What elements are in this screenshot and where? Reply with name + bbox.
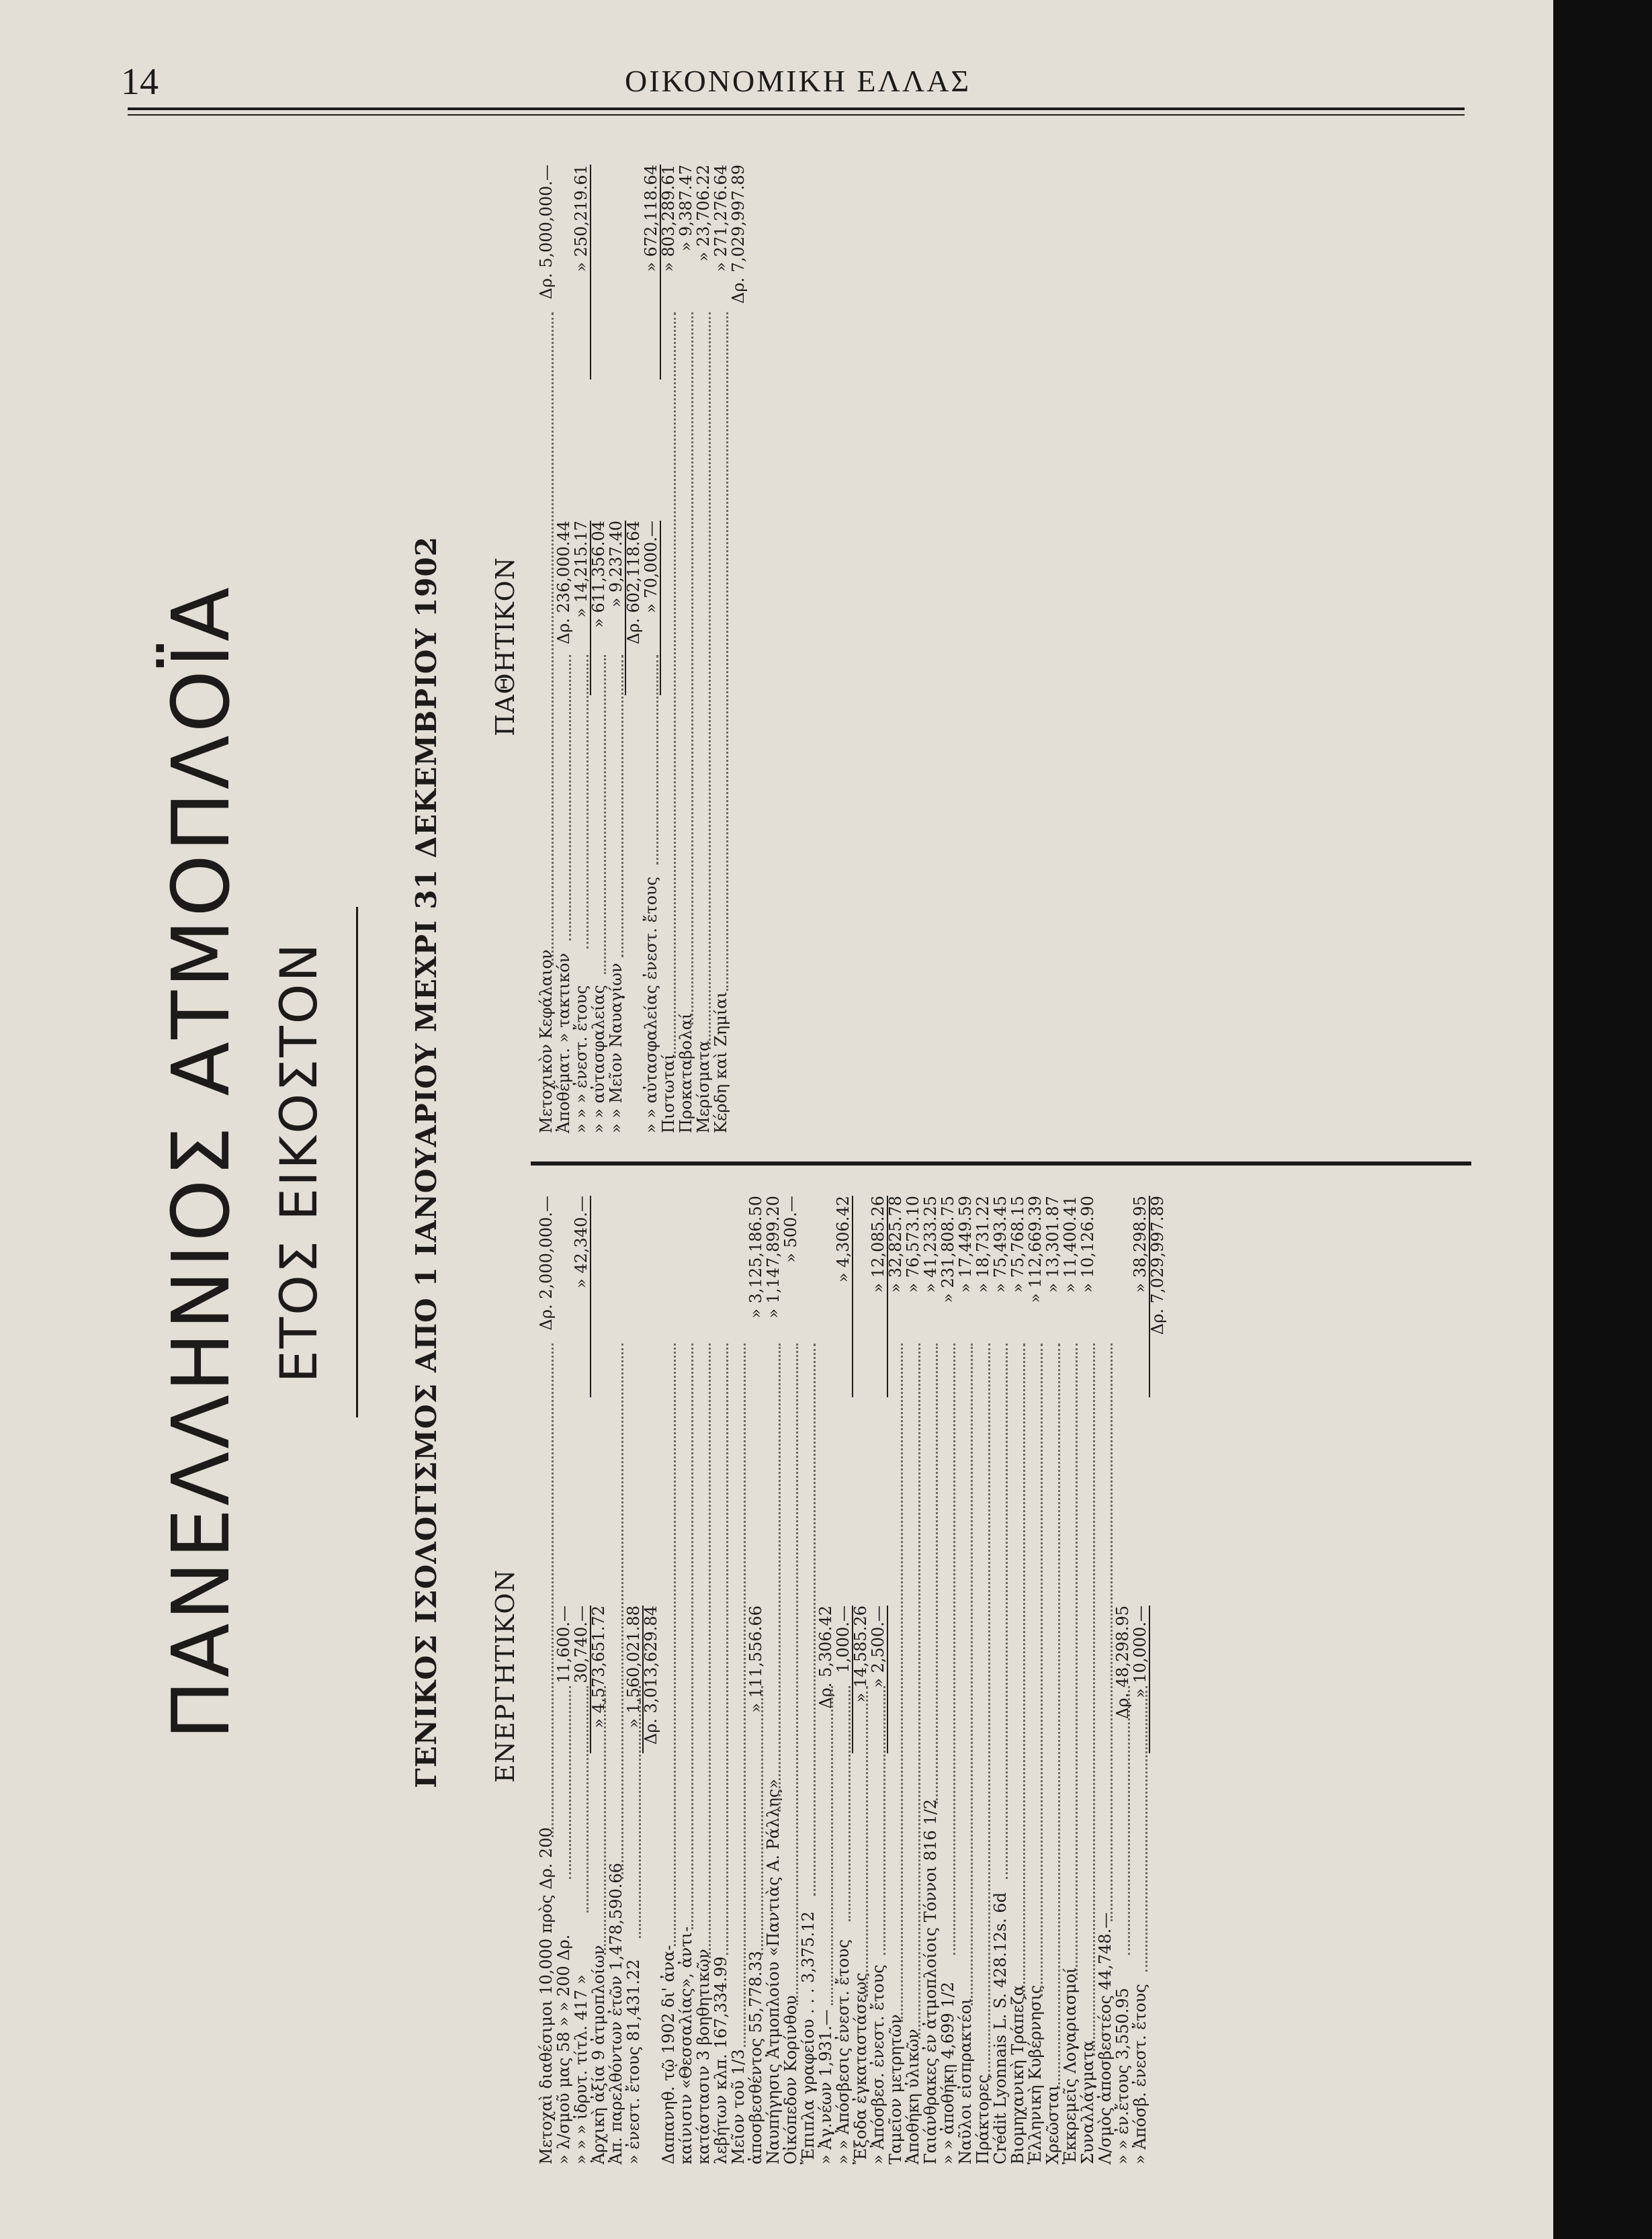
assets-row [992,1182,1009,2170]
assets-row [572,1182,590,2170]
assets-row-label: » » Ἀπόσβεσις ἐνεστ. ἔτους [834,1939,853,2164]
dot-leader [864,1686,868,1997]
assets-row [834,1182,852,2170]
liabilities-amount-c3: Δρ. 7,029,997.89 [729,165,748,304]
assets-amount-c3: » 10,126.90 [1078,1196,1097,1293]
liabilities-amount-c1: » 70,000.— [642,521,661,695]
assets-row [869,1182,887,2170]
liabilities-row [625,155,642,1139]
assets-row-label: Δαπανηθ. τῷ 1902 δι' ἀνα- [659,1945,678,2164]
assets-row-label: » » ἀποθήκῃ 4,699 1/2 [939,1982,957,2164]
assets-row-label: Γαιάνθρακες ἐν ἀτμοπλοίοις Τόννοι 816 1/2 [921,1799,940,2164]
assets-row-label: » Ἀπόσβεσ. ἐνεστ. ἔτους [869,1964,887,2164]
assets-amount-c3: Δρ. 7,029,997.89 [1148,1196,1167,1335]
liabilities-row-label: Πιστωταί [659,1053,678,1133]
dot-leader [637,1686,641,1938]
assets-row [782,1182,799,2170]
liabilities-amount-c3: » 250,219.61 [572,165,591,380]
liabilities-row-label: Ἀποθέματ. » τακτικόν [554,953,573,1133]
dot-leader [1039,1344,1043,1997]
liabilities-amount-c1: Δρ. 602,118.64 [624,521,643,645]
assets-amount-c3: » 42,340.— [572,1196,591,1397]
assets-row-label: Ταμεῖον μετρητῶν [886,2014,905,2164]
column-divider [531,1161,1471,1166]
assets-amount-c1: 11,600.— [554,1606,573,1683]
liabilities-table [537,155,747,1139]
assets-row [1096,1182,1114,2170]
assets-amount-c3: » 18,731.22 [973,1196,992,1293]
dot-leader [899,1344,903,2022]
assets-row [1149,1182,1166,2170]
assets-amount-c1: » 1,560,021.88 [625,1606,644,1753]
dot-leader [602,655,606,974]
assets-row-label: λεβήτων κλπ. 167,334.99 [711,1956,730,2164]
dot-leader [1091,1344,1095,2056]
assets-row [1044,1182,1061,2170]
page-number: 14 [121,61,159,103]
liabilities-row [537,155,555,1139]
assets-amount-c3: » 1,147,899.20 [764,1196,783,1319]
assets-row-label: » » » ἱδρυτ. τίτλ. 417 » [572,1974,591,2164]
liabilities-row [572,155,590,1139]
assets-row-label: Ἀπ. παρελθόντων ἐτῶν 1,478,590.66 [607,1863,625,2164]
dot-leader [550,1344,554,1837]
assets-row-label: » λ/σμοῦ μας 58 » » 200 Δρ. [554,1934,573,2164]
assets-row [1079,1182,1096,2170]
assets-table [537,1182,1166,2170]
assets-row-label: Ναυπήγησις Ἀτμοπλοίου «Παντιὰς Α. Ράλλης» [764,1779,783,2164]
dot-leader [550,312,554,966]
page-header [101,54,1471,121]
dot-leader [672,312,676,1058]
assets-row-label: Βιομηχανικὴ Τράπεζα [1008,1985,1027,2164]
liabilities-row-label: » » Μεῖον Ναυαγίων [607,963,625,1133]
assets-row-label: » ἐνεστ. ἔτους 81,431.22 [624,1959,643,2164]
assets-row [1027,1182,1044,2170]
journal-title: ΟΙΚΟΝΟΜΙΚΗ ΕΛΛΑΣ [625,64,971,98]
assets-row [625,1182,642,2170]
assets-row [747,1182,765,2170]
liabilities-amount-c3: » 9,387.47 [677,165,695,252]
assets-row [939,1182,957,2170]
assets-amount-c3: » 38,298.95 [1131,1196,1150,1397]
liabilities-row [590,155,607,1139]
assets-amount-c3: » 3,125,186.50 [746,1196,765,1319]
assets-row [1114,1182,1131,2170]
dot-leader [777,1344,781,1812]
liabilities-amount-c1: Δρ. 236,000.44 [554,521,573,645]
assets-amount-c1: Δρ. 5,306.42 [816,1606,835,1709]
assets-amount-c1: Δρ. 48,298.95 [1113,1606,1132,1719]
assets-row [695,1182,712,2170]
assets-amount-c1: » 4,573,651.72 [589,1606,608,1728]
assets-row [1009,1182,1027,2170]
dot-leader [619,1344,623,1880]
liabilities-row [642,155,660,1139]
dot-leader [672,1344,676,1947]
assets-row-label: » Ἀπόσβ. ἐνεστ. ἔτους [1131,1984,1149,2164]
liabilities-row-label: Μερίσματα [694,1040,713,1133]
dot-leader [794,1344,798,2005]
assets-amount-c1: 30,740.— [572,1606,591,1753]
assets-row [590,1182,607,2170]
assets-row [922,1182,939,2170]
assets-row-label: Ναῦλοι εἰσπρακτέοι [956,1998,975,2164]
assets-row [1061,1182,1079,2170]
liabilities-row [677,155,695,1139]
liabilities-amount-c3: » 672,118.64 [642,165,661,380]
assets-amount-c3: » 13,301.87 [1043,1196,1062,1293]
assets-row [887,1182,904,2170]
assets-row-label: Πράκτορες [973,2074,992,2164]
dot-leader [846,1686,851,1921]
assets-amount-c3: » 11,400.41 [1061,1196,1080,1293]
liabilities-row [660,155,677,1139]
liabilities-row-label: » » αὐτασφαλείας [589,984,608,1133]
assets-row-label: » Ἀγ.νέων 1,931.— [816,2009,835,2164]
assets-row-label: Ἐκκρεμεῖς Λογαριασμοί [1061,1967,1080,2164]
assets-row-label: Ἀρχικὴ ἀξία 9 ἀτμοπλοίων [589,1945,608,2164]
assets-row [537,1182,555,2170]
assets-amount-c3: » 17,449.59 [956,1196,975,1293]
assets-amount-c3: » 12,085.26 [869,1196,888,1397]
assets-row [712,1182,730,2170]
assets-row [730,1182,747,2170]
assets-row-label: Συναλλάγματα [1078,2040,1097,2164]
assets-row-label: Λ/σμὸς ἀποσβεστέος 44,748.— [1096,1912,1115,2164]
liabilities-row [730,155,747,1139]
assets-row-label: Οἰκόπεδον Κορίνθου [781,1995,800,2164]
assets-amount-c1: 1,000.— [834,1606,853,1753]
dot-leader [951,1344,955,1955]
liabilities-heading: ΠΑΘΗΤΙΚΟΝ [490,556,520,737]
assets-row-label: ἀποσβεσθέντος 55,778.33 [746,1951,765,2164]
liabilities-row [712,155,730,1139]
dot-leader [707,312,711,1050]
dot-leader [584,655,589,949]
assets-row [555,1182,572,2170]
dot-leader [707,1344,711,1964]
assets-row [677,1182,695,2170]
liabilities-amount-c1: » 14,215.17 [572,521,591,695]
dot-leader [567,1686,571,1880]
assets-amount-c3: » 75,768.15 [1008,1196,1027,1293]
assets-row [799,1182,817,2170]
dot-leader [1021,1344,1025,1997]
assets-amount-c3: Δρ. 2,000,000.— [537,1196,556,1331]
assets-amount-c3: » 76,573.10 [904,1196,922,1293]
assets-amount-c1: » 14,585.26 [851,1606,870,1703]
dot-leader [1126,1686,1130,1955]
dot-leader [1004,1344,1008,1880]
header-rule-thin [128,114,1465,116]
assets-row-label: καίνισιν «Θεσσαλίας», ἀντι- [677,1926,695,2164]
liabilities-row-label: » » » ἐνεστ. ἔτους [572,985,591,1133]
dot-leader [916,1344,920,2039]
assets-row [957,1182,974,2170]
year-label: ΕΤΟΣ ΕΙΚΟΣΤΟΝ [269,941,329,1383]
assets-row-label: Μετοχαὶ διαθέσιμοι 10,000 πρὸς Δρ. 200 [537,1827,556,2164]
assets-amount-c1: » 10,000.— [1131,1606,1150,1753]
liabilities-row-label: Προκαταβολαί [677,1012,695,1133]
assets-row [607,1182,625,2170]
liabilities-row-label: Κέρδη καὶ Ζημίαι [711,992,730,1133]
dot-leader [1143,1686,1147,1972]
dot-leader [584,1686,589,1913]
dot-leader [829,1686,833,2005]
dot-leader [812,1344,816,1896]
assets-row [1131,1182,1149,2170]
scan-edge [1553,0,1652,2239]
dot-leader [759,1686,763,1955]
liabilities-amount-c1: » 611,356.04 [589,521,608,628]
assets-row [642,1182,660,2170]
dot-leader [986,1344,990,2081]
assets-row [765,1182,782,2170]
dot-leader [654,655,658,865]
assets-amount-c3: » 500.— [781,1196,800,1263]
assets-row-label: » » ἐν.ἔτους 3,550.95 [1113,1988,1132,2164]
dot-leader [742,1344,746,2048]
assets-row-label: Ἑλληνικὴ Κυβέρνησις [1026,1984,1045,2164]
assets-row-label: Χρεῶσται [1043,2084,1062,2164]
dot-leader [969,1344,973,2005]
assets-amount-c3: » 231,808.75 [939,1196,957,1303]
dot-leader [724,312,728,991]
assets-amount-c3: » 4,306.42 [834,1196,853,1397]
assets-row-label: Ἀποθήκη ὑλικῶν [904,2029,922,2164]
dot-leader [934,1344,938,1804]
assets-amount-c3: » 41,233.25 [921,1196,940,1293]
liabilities-row-label: » » αὐτασφαλείας ἐνεστ. ἔτους [642,876,660,1133]
dot-leader [881,1686,885,1955]
liabilities-row [607,155,625,1139]
assets-amount-c1: » 111,556.66 [746,1606,765,1713]
assets-row [974,1182,992,2170]
liabilities-row [695,155,712,1139]
assets-amount-c1: » 2,500.— [869,1606,888,1753]
dot-leader [619,655,623,957]
assets-row-label: Crédit Lyonnais L. S. 428.12s. 6d [991,1892,1010,2164]
liabilities-amount-c3: » 23,706.22 [694,165,713,262]
dot-leader [1108,1344,1113,1921]
liabilities-amount-c3: » 271,276.64 [711,165,730,272]
statement-title: ΓΕΝΙΚΟΣ ΙΣΟΛΟΓΙΣΜΟΣ ΑΠΟ 1 ΙΑΝΟΥΑΡΙΟΥ ΜΕΧΡΙ 31 ΔΕΚΕΜΒΡΙΟΥ 1902 [410,536,443,1788]
rotated-balance-sheet [155,155,1498,2170]
assets-heading: ΕΝΕΡΓΗΤΙΚΟΝ [490,1569,520,1783]
liabilities-amount-c3: » 803,289.61 [659,165,678,272]
title-rule [356,907,358,1417]
assets-amount-c3: » 32,825.78 [886,1196,905,1293]
assets-row-label: Ἔξοδα ἐγκαταστάσεως [851,1972,870,2164]
dot-leader [1056,1344,1060,2089]
assets-row-label: Μεῖον τοῦ 1/3 [729,2049,748,2164]
assets-row-label: κατάστασιν 3 βοηθητικῶν [694,1949,713,2164]
assets-row [904,1182,922,2170]
dot-leader [724,1344,728,1955]
liabilities-row [555,155,572,1139]
liabilities-amount-c3: Δρ. 5,000,000.— [537,165,556,300]
liabilities-amount-c1: » 9,237.40 [607,521,626,695]
assets-row [852,1182,869,2170]
dot-leader [1074,1344,1078,1980]
dot-leader [567,655,571,940]
dot-leader [689,312,693,1024]
assets-row [817,1182,834,2170]
header-rule [128,107,1465,110]
assets-row-label: Ἔπιπλα γραφείου . . . 3,375.12 [799,1911,818,2164]
assets-amount-c3: » 112,669.39 [1026,1196,1045,1303]
dot-leader [602,1686,606,1955]
assets-amount-c3: » 75,493.45 [991,1196,1010,1293]
assets-amount-c1: Δρ. 3,013,629.84 [642,1606,660,1745]
company-name: ΠΑΝΕΛΛΗΝΙΟΣ ΑΤΜΟΠΛΟΪΑ [155,584,247,1740]
dot-leader [689,1344,693,1930]
liabilities-row-label: Μετοχικὸν Κεφάλαιον [537,949,556,1133]
assets-row [660,1182,677,2170]
